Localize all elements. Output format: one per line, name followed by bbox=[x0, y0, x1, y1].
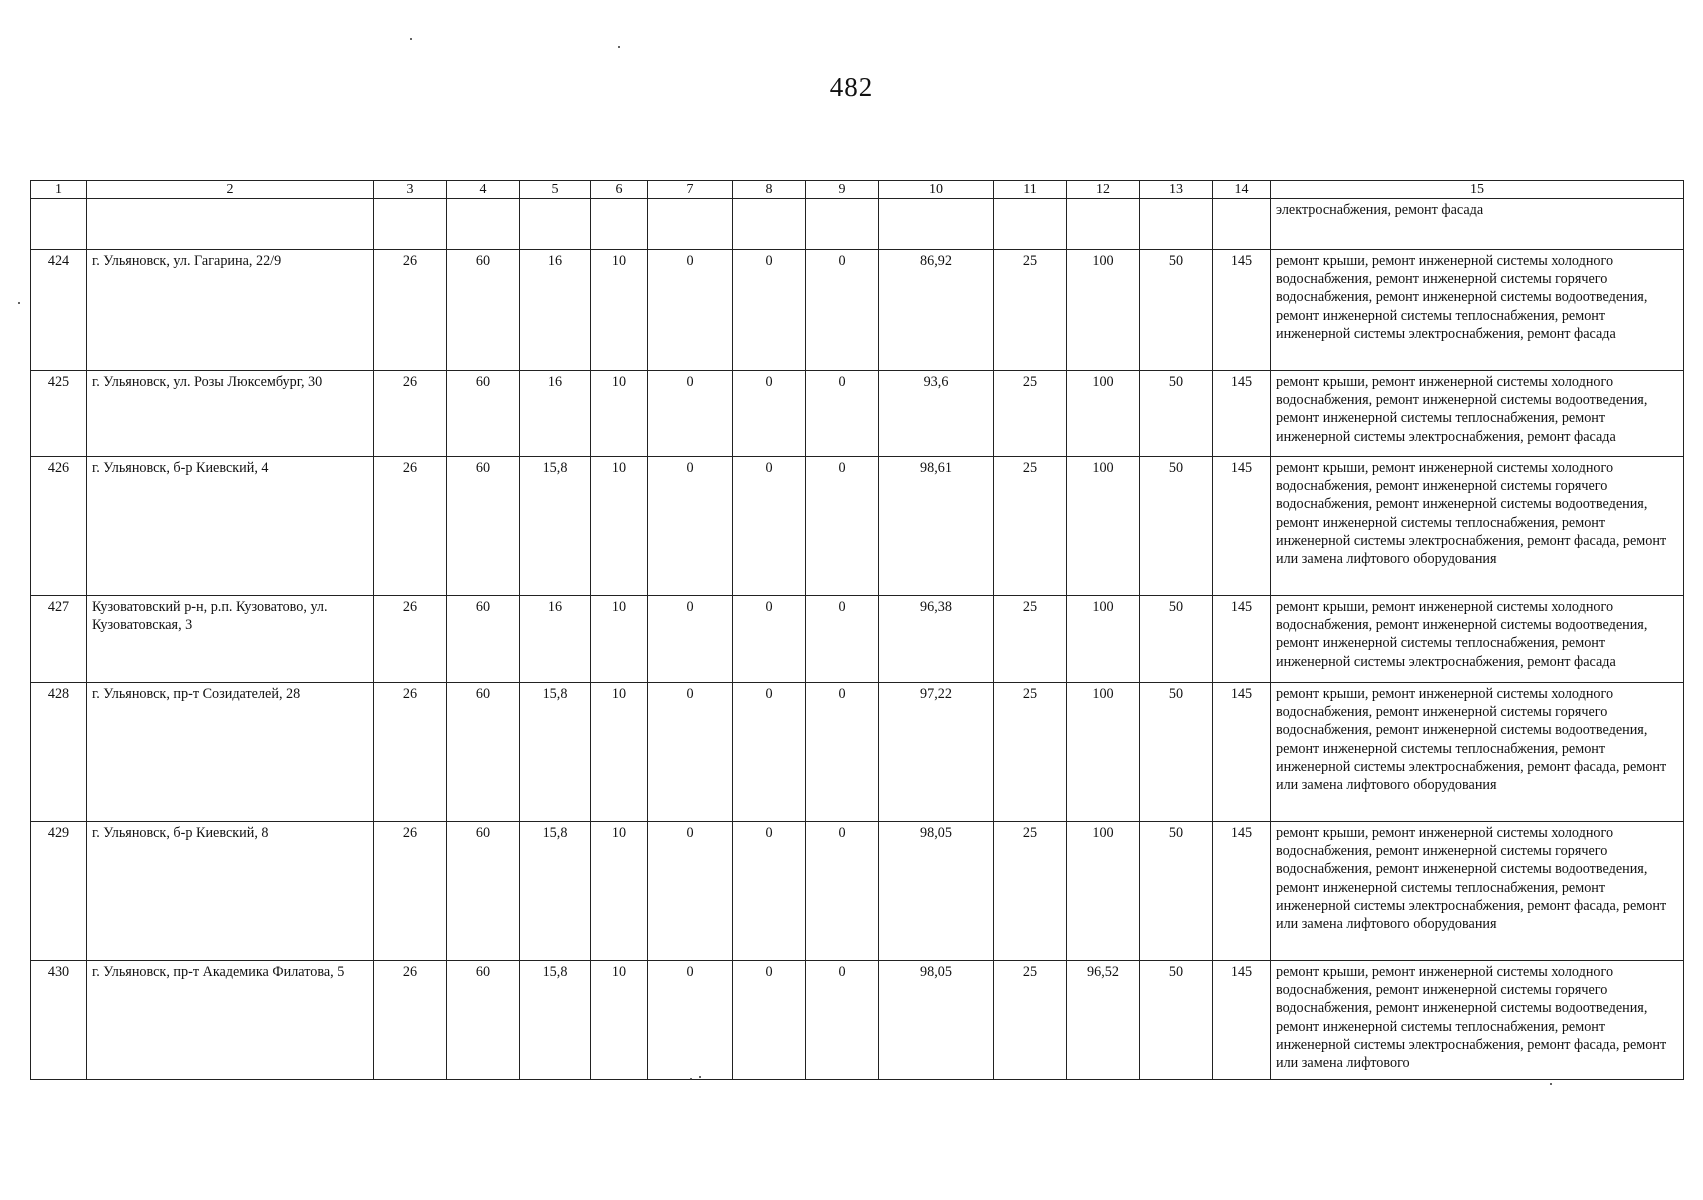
row-number-cell: 425 bbox=[31, 371, 87, 457]
col-5-cell: 15,8 bbox=[520, 683, 591, 822]
col-3-cell: 26 bbox=[374, 822, 447, 961]
col-8-cell: 0 bbox=[733, 683, 806, 822]
table-cell bbox=[1140, 199, 1213, 250]
col-7-cell: 0 bbox=[648, 250, 733, 371]
works-list-cell: ремонт крыши, ремонт инженерной системы холодного водоснабжения, ремонт инженерной системы горячего водоснабжения, ремонт инженерной системы водоотведения, ремонт инженерной системы теплоснабжения, ремонт инженерной системы электроснабжения, ремонт фасада, ремонт или замена лифтового оборудования bbox=[1271, 822, 1684, 961]
data-table bbox=[30, 180, 1684, 1080]
col-6-cell: 10 bbox=[591, 683, 648, 822]
col-11-cell: 25 bbox=[994, 250, 1067, 371]
col-14-cell: 145 bbox=[1213, 457, 1271, 596]
scan-speck bbox=[18, 302, 20, 304]
column-header: 14 bbox=[1213, 181, 1271, 199]
col-5-cell: 16 bbox=[520, 371, 591, 457]
scan-speck bbox=[618, 46, 620, 48]
col-12-cell: 100 bbox=[1067, 596, 1140, 683]
table-row bbox=[31, 961, 1684, 1080]
col-10-cell: 98,61 bbox=[879, 457, 994, 596]
table-cell bbox=[31, 199, 87, 250]
column-header: 5 bbox=[520, 181, 591, 199]
col-9-cell: 0 bbox=[806, 683, 879, 822]
col-14-cell: 145 bbox=[1213, 683, 1271, 822]
col-8-cell: 0 bbox=[733, 961, 806, 1080]
col-13-cell: 50 bbox=[1140, 250, 1213, 371]
col-5-cell: 15,8 bbox=[520, 457, 591, 596]
column-header: 1 bbox=[31, 181, 87, 199]
row-number-cell: 428 bbox=[31, 683, 87, 822]
col-6-cell: 10 bbox=[591, 822, 648, 961]
col-8-cell: 0 bbox=[733, 371, 806, 457]
column-number-header-row bbox=[31, 181, 1684, 199]
col-4-cell: 60 bbox=[447, 596, 520, 683]
col-4-cell: 60 bbox=[447, 250, 520, 371]
table-cell bbox=[374, 199, 447, 250]
column-header: 9 bbox=[806, 181, 879, 199]
col-9-cell: 0 bbox=[806, 961, 879, 1080]
row-number-cell: 429 bbox=[31, 822, 87, 961]
col-8-cell: 0 bbox=[733, 457, 806, 596]
col-12-cell: 100 bbox=[1067, 683, 1140, 822]
col-7-cell: 0 bbox=[648, 371, 733, 457]
col-4-cell: 60 bbox=[447, 457, 520, 596]
col-6-cell: 10 bbox=[591, 457, 648, 596]
col-3-cell: 26 bbox=[374, 457, 447, 596]
col-7-cell: 0 bbox=[648, 822, 733, 961]
col-3-cell: 26 bbox=[374, 683, 447, 822]
table-row bbox=[31, 457, 1684, 596]
col-13-cell: 50 bbox=[1140, 596, 1213, 683]
table-cell bbox=[879, 199, 994, 250]
col-5-cell: 16 bbox=[520, 250, 591, 371]
col-3-cell: 26 bbox=[374, 371, 447, 457]
row-number-cell: 424 bbox=[31, 250, 87, 371]
col-3-cell: 26 bbox=[374, 250, 447, 371]
address-cell: г. Ульяновск, б-р Киевский, 4 bbox=[87, 457, 374, 596]
works-list-cell: ремонт крыши, ремонт инженерной системы холодного водоснабжения, ремонт инженерной системы водоотведения, ремонт инженерной системы теплоснабжения, ремонт инженерной системы электроснабжения, ремонт фасада bbox=[1271, 596, 1684, 683]
col-5-cell: 15,8 bbox=[520, 822, 591, 961]
col-7-cell: 0 bbox=[648, 683, 733, 822]
col-13-cell: 50 bbox=[1140, 961, 1213, 1080]
col-7-cell: 0 bbox=[648, 457, 733, 596]
column-header: 8 bbox=[733, 181, 806, 199]
col-10-cell: 98,05 bbox=[879, 961, 994, 1080]
col-7-cell: 0 bbox=[648, 596, 733, 683]
col-10-cell: 97,22 bbox=[879, 683, 994, 822]
col-9-cell: 0 bbox=[806, 822, 879, 961]
works-list-cell: ремонт крыши, ремонт инженерной системы холодного водоснабжения, ремонт инженерной системы горячего водоснабжения, ремонт инженерной системы водоотведения, ремонт инженерной системы теплоснабжения, ремонт инженерной системы электроснабжения, ремонт фасада, ремонт или замена лифтового оборудования bbox=[1271, 683, 1684, 822]
works-list-cell: ремонт крыши, ремонт инженерной системы холодного водоснабжения, ремонт инженерной системы водоотведения, ремонт инженерной системы теплоснабжения, ремонт инженерной системы электроснабжения, ремонт фасада bbox=[1271, 371, 1684, 457]
col-11-cell: 25 bbox=[994, 457, 1067, 596]
works-list-cell: ремонт крыши, ремонт инженерной системы холодного водоснабжения, ремонт инженерной системы горячего водоснабжения, ремонт инженерной системы водоотведения, ремонт инженерной системы теплоснабжения, ремонт инженерной системы электроснабжения, ремонт фасада bbox=[1271, 250, 1684, 371]
col-11-cell: 25 bbox=[994, 371, 1067, 457]
column-header: 11 bbox=[994, 181, 1067, 199]
column-header: 7 bbox=[648, 181, 733, 199]
table-cell bbox=[733, 199, 806, 250]
col-5-cell: 15,8 bbox=[520, 961, 591, 1080]
scan-speck bbox=[1550, 1083, 1552, 1085]
table-cell bbox=[1213, 199, 1271, 250]
address-cell: г. Ульяновск, ул. Гагарина, 22/9 bbox=[87, 250, 374, 371]
row-number-cell: 427 bbox=[31, 596, 87, 683]
table-cell bbox=[520, 199, 591, 250]
column-header: 15 bbox=[1271, 181, 1684, 199]
column-header: 2 bbox=[87, 181, 374, 199]
col-10-cell: 93,6 bbox=[879, 371, 994, 457]
table-cell bbox=[447, 199, 520, 250]
scan-speck bbox=[690, 1078, 692, 1080]
column-header: 12 bbox=[1067, 181, 1140, 199]
table-cell bbox=[648, 199, 733, 250]
col-10-cell: 96,38 bbox=[879, 596, 994, 683]
col-12-cell: 100 bbox=[1067, 822, 1140, 961]
table-row bbox=[31, 822, 1684, 961]
column-header: 13 bbox=[1140, 181, 1213, 199]
col-12-cell: 100 bbox=[1067, 371, 1140, 457]
col-11-cell: 25 bbox=[994, 596, 1067, 683]
col-9-cell: 0 bbox=[806, 596, 879, 683]
col-13-cell: 50 bbox=[1140, 371, 1213, 457]
col-12-cell: 100 bbox=[1067, 250, 1140, 371]
col-7-cell: 0 bbox=[648, 961, 733, 1080]
col-14-cell: 145 bbox=[1213, 371, 1271, 457]
table-cell bbox=[806, 199, 879, 250]
col-12-cell: 96,52 bbox=[1067, 961, 1140, 1080]
page-number: 482 bbox=[829, 72, 874, 102]
col-9-cell: 0 bbox=[806, 371, 879, 457]
address-cell: г. Ульяновск, б-р Киевский, 8 bbox=[87, 822, 374, 961]
row-number-cell: 426 bbox=[31, 457, 87, 596]
col-10-cell: 98,05 bbox=[879, 822, 994, 961]
col-3-cell: 26 bbox=[374, 961, 447, 1080]
column-header: 3 bbox=[374, 181, 447, 199]
col-6-cell: 10 bbox=[591, 961, 648, 1080]
continuation-row bbox=[31, 199, 1684, 250]
col-11-cell: 25 bbox=[994, 683, 1067, 822]
col-9-cell: 0 bbox=[806, 250, 879, 371]
table-row bbox=[31, 596, 1684, 683]
table-row bbox=[31, 683, 1684, 822]
works-cell: электроснабжения, ремонт фасада bbox=[1271, 199, 1684, 250]
address-cell: г. Ульяновск, пр-т Созидателей, 28 bbox=[87, 683, 374, 822]
col-8-cell: 0 bbox=[733, 822, 806, 961]
col-10-cell: 86,92 bbox=[879, 250, 994, 371]
col-4-cell: 60 bbox=[447, 822, 520, 961]
col-4-cell: 60 bbox=[447, 371, 520, 457]
col-6-cell: 10 bbox=[591, 250, 648, 371]
table-row bbox=[31, 371, 1684, 457]
column-header: 6 bbox=[591, 181, 648, 199]
address-cell: Кузоватовский р-н, р.п. Кузоватово, ул. Кузоватовская, 3 bbox=[87, 596, 374, 683]
col-13-cell: 50 bbox=[1140, 822, 1213, 961]
address-cell: г. Ульяновск, пр-т Академика Филатова, 5 bbox=[87, 961, 374, 1080]
col-12-cell: 100 bbox=[1067, 457, 1140, 596]
col-6-cell: 10 bbox=[591, 371, 648, 457]
col-13-cell: 50 bbox=[1140, 457, 1213, 596]
col-11-cell: 25 bbox=[994, 961, 1067, 1080]
col-14-cell: 145 bbox=[1213, 250, 1271, 371]
row-number-cell: 430 bbox=[31, 961, 87, 1080]
col-8-cell: 0 bbox=[733, 596, 806, 683]
col-5-cell: 16 bbox=[520, 596, 591, 683]
scan-speck bbox=[410, 38, 412, 40]
col-4-cell: 60 bbox=[447, 683, 520, 822]
address-cell: г. Ульяновск, ул. Розы Люксембург, 30 bbox=[87, 371, 374, 457]
col-8-cell: 0 bbox=[733, 250, 806, 371]
table-cell bbox=[1067, 199, 1140, 250]
column-header: 4 bbox=[447, 181, 520, 199]
col-3-cell: 26 bbox=[374, 596, 447, 683]
column-header: 10 bbox=[879, 181, 994, 199]
col-14-cell: 145 bbox=[1213, 822, 1271, 961]
scan-speck bbox=[699, 1076, 701, 1078]
works-list-cell: ремонт крыши, ремонт инженерной системы холодного водоснабжения, ремонт инженерной системы горячего водоснабжения, ремонт инженерной системы водоотведения, ремонт инженерной системы теплоснабжения, ремонт инженерной системы электроснабжения, ремонт фасада, ремонт или замена лифтового оборудования bbox=[1271, 457, 1684, 596]
col-4-cell: 60 bbox=[447, 961, 520, 1080]
table-cell bbox=[994, 199, 1067, 250]
col-6-cell: 10 bbox=[591, 596, 648, 683]
col-14-cell: 145 bbox=[1213, 961, 1271, 1080]
works-list-cell: ремонт крыши, ремонт инженерной системы холодного водоснабжения, ремонт инженерной системы горячего водоснабжения, ремонт инженерной системы водоотведения, ремонт инженерной системы теплоснабжения, ремонт инженерной системы электроснабжения, ремонт фасада, ремонт или замена лифтового bbox=[1271, 961, 1684, 1080]
col-9-cell: 0 bbox=[806, 457, 879, 596]
col-14-cell: 145 bbox=[1213, 596, 1271, 683]
col-11-cell: 25 bbox=[994, 822, 1067, 961]
table-cell bbox=[87, 199, 374, 250]
table-row bbox=[31, 250, 1684, 371]
col-13-cell: 50 bbox=[1140, 683, 1213, 822]
table-cell bbox=[591, 199, 648, 250]
table-body bbox=[31, 250, 1684, 1080]
